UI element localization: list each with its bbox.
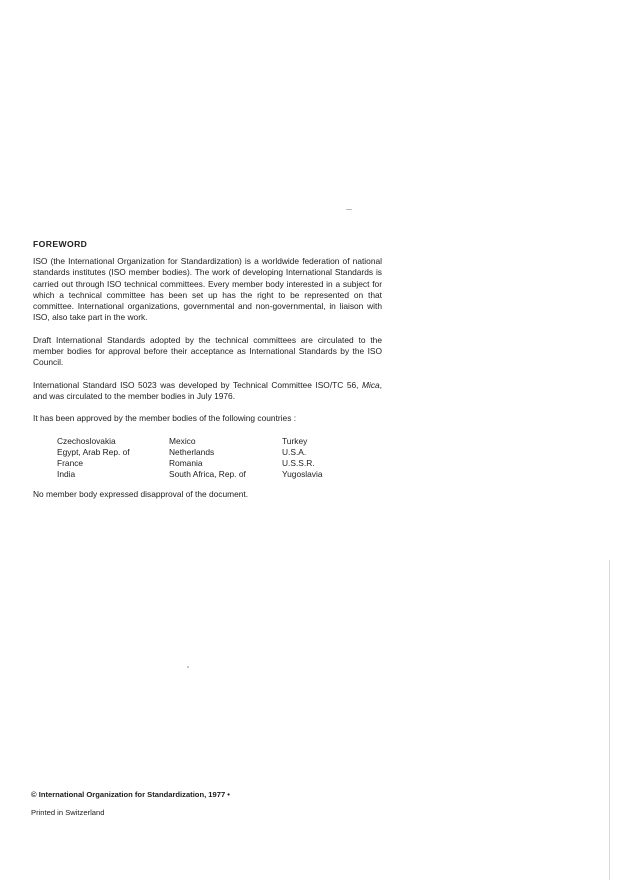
paragraph-iso-5023 bbox=[33, 380, 382, 403]
committee-title-italic: Mica bbox=[361, 379, 380, 390]
paragraph-iso-5023-text-end: , and was circulated to the member bodies in July 1976. bbox=[33, 379, 382, 401]
foreword-heading: FOREWORD bbox=[33, 239, 88, 249]
closing-statement: No member body expressed disapproval of the document. bbox=[33, 488, 249, 499]
approving-countries-list bbox=[57, 436, 382, 481]
copyright-line: © International Organization for Standardization, 1977 • bbox=[31, 790, 230, 799]
country-item: Turkey bbox=[282, 435, 308, 446]
country-item: Mexico bbox=[169, 435, 196, 446]
printed-location: Printed in Switzerland bbox=[31, 808, 105, 817]
page-footer bbox=[31, 789, 361, 818]
foreword-section bbox=[33, 238, 382, 511]
country-item: U.S.A. bbox=[282, 446, 307, 457]
approval-intro: It has been approved by the member bodies of the following countries : bbox=[33, 413, 297, 424]
country-item: Czechoslovakia bbox=[57, 435, 116, 446]
country-item: France bbox=[57, 458, 84, 469]
country-item: South Africa, Rep. of bbox=[169, 469, 246, 480]
country-item: Netherlands bbox=[169, 446, 215, 457]
country-item: U.S.S.R. bbox=[282, 458, 315, 469]
country-item: Romania bbox=[169, 458, 203, 469]
paragraph-draft-standards: Draft International Standards adopted by the technical committees are circulated to the member bodies for approval before their acceptance as International Standards by the ISO Council. bbox=[33, 334, 382, 368]
scan-speck bbox=[346, 209, 352, 210]
paragraph-iso-5023-text-start: International Standard ISO 5023 was developed by Technical Committee ISO/TC 56, bbox=[33, 379, 362, 390]
paragraph-iso-description: ISO (the International Organization for Standardization) is a worldwide federation of national standards institutes (ISO member bodies). The work of developing International Standards is carried out through ISO technical committees. Every member body interested in a subject for which a technical committee has been set up has the right to be represented on that committee. International organizations, governmental and non-governmental, in liaison with ISO, also take part in the work. bbox=[33, 256, 382, 323]
country-item: Egypt, Arab Rep. of bbox=[57, 446, 130, 457]
country-item: India bbox=[57, 469, 76, 480]
country-item: Yugoslavia bbox=[282, 469, 323, 480]
scan-speck bbox=[187, 666, 189, 668]
scan-edge-line bbox=[609, 560, 610, 880]
